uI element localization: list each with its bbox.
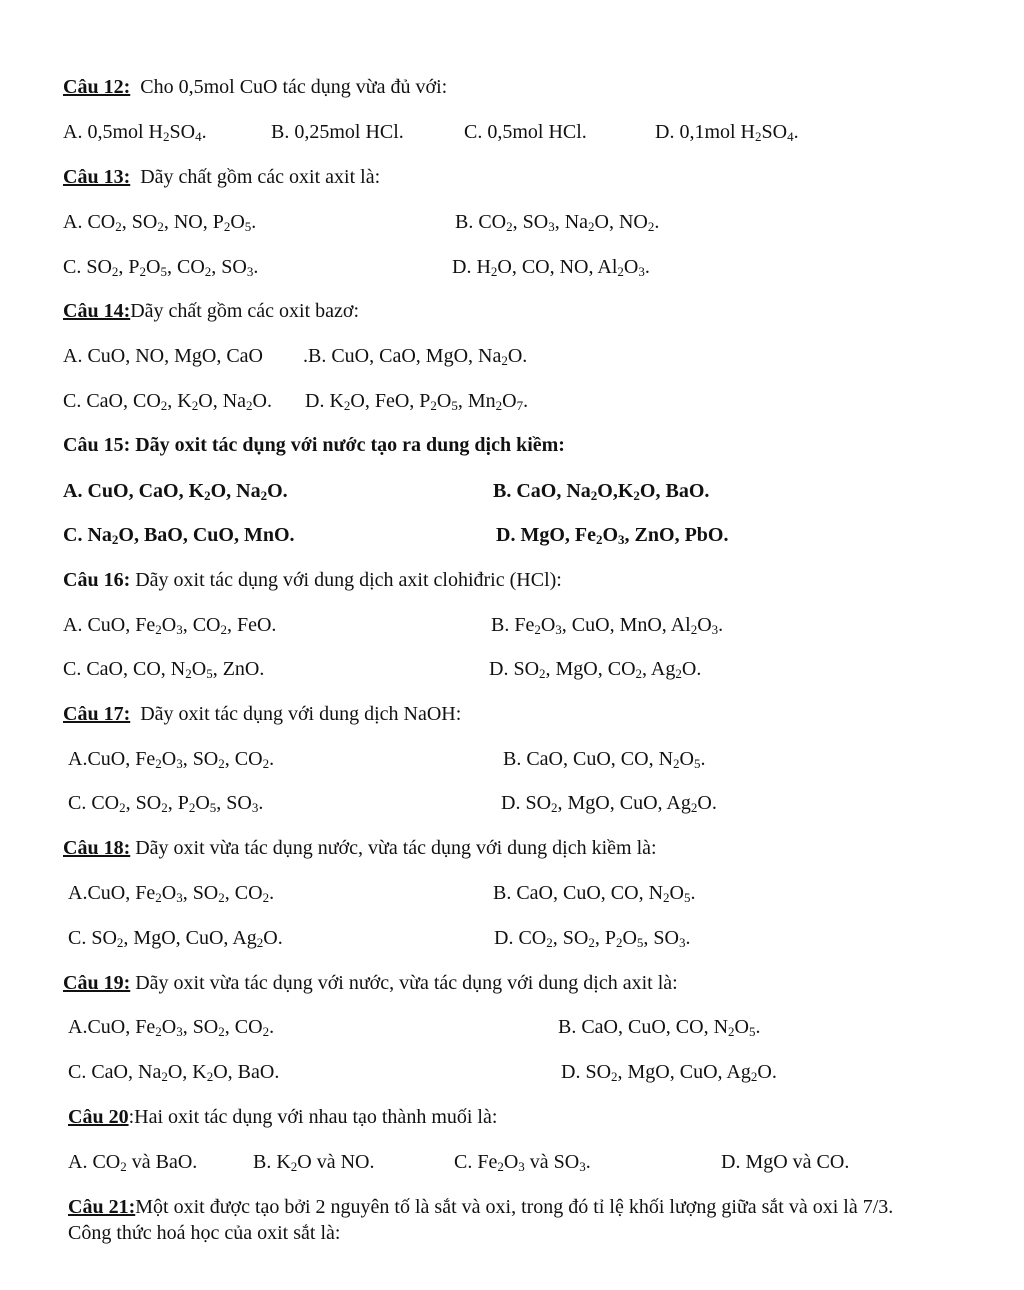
formula-text: C. SO [63,256,112,278]
option-c [63,255,258,279]
formula-text: . [523,390,529,412]
formula-text: , SO [512,211,549,233]
formula-text: A. CuO, CaO, K [63,480,205,502]
formula-text: , CO [224,748,263,770]
formula-text: O [161,882,177,904]
formula-text: , SO [125,792,162,814]
option-a: A. CuO, NO, MgO, CaO [63,345,263,367]
subscript: 2 [633,488,640,503]
subscript: 2 [161,800,168,815]
subscript: 3 [176,890,183,905]
option-d [496,523,728,547]
subscript: 2 [115,219,122,234]
subscript: 2 [155,756,162,771]
subscript: 2 [155,1024,162,1039]
question-text: Dãy oxit tác dụng với dung dịch axit clohiđric (HCl): [135,569,562,591]
subscript: 3 [638,264,645,279]
formula-text: O, K [167,1061,207,1083]
subscript: 2 [246,398,253,413]
subscript: 3 [579,1159,586,1174]
subscript: 2 [539,666,546,681]
formula-text: C. SO [68,927,117,949]
subscript: 2 [546,935,553,950]
subscript: 2 [116,935,124,950]
subscript: 2 [155,890,162,905]
option-b [303,344,527,368]
subscript: 2 [430,398,437,413]
subscript: 3 [555,622,562,637]
option-a [68,1015,274,1039]
formula-text: B. CaO, CuO, CO, N [493,882,664,904]
formula-text: , ZnO, PbO. [624,524,729,546]
subscript: 2 [111,532,119,547]
option-a [63,210,256,234]
subscript: 2 [262,1024,270,1039]
subscript: 2 [220,622,227,637]
subscript: 2 [675,666,682,681]
subscript: 5 [693,756,701,771]
option-b [491,613,723,637]
option-c [454,1150,591,1174]
subscript: 2 [163,129,170,144]
question-label: Câu 13: [63,166,131,188]
option-a [68,1150,197,1174]
formula-text: , SO [182,882,219,904]
subscript: 2 [615,935,623,950]
subscript: 2 [120,1159,127,1174]
option-d [501,791,717,815]
formula-text: . [755,1016,761,1038]
formula-text: . [644,256,650,278]
formula-text: , CO [224,882,263,904]
question-20 [68,1105,497,1129]
subscript: 2 [501,353,508,368]
formula-text: . [690,882,696,904]
option-d [655,120,799,144]
formula-text: O [436,390,452,412]
option-c [68,1060,279,1084]
option-a [68,747,274,771]
formula-text: O, Na [210,480,261,502]
question-label: Câu 17: [63,703,131,725]
subscript: 5 [748,1024,756,1039]
formula-text: O, NO [594,211,648,233]
formula-text: . [718,614,724,636]
formula-text: . [201,121,207,143]
subscript: 2 [595,532,603,547]
formula-text: , Ag [642,658,676,680]
question-label: Câu 12: [63,76,131,98]
subscript: 2 [188,800,196,815]
formula-text: D. CO [494,927,547,949]
subscript: 5 [683,890,691,905]
formula-text: C. CaO, CO [63,390,161,412]
formula-text: D. 0,1mol H [655,121,755,143]
formula-text: O. [267,480,288,502]
question-text: Dãy oxit vừa tác dụng nước, vừa tác dụng với dung dịch kiềm là: [135,837,657,859]
formula-text: A.CuO, Fe [68,1016,156,1038]
formula-text: , CO [182,614,221,636]
formula-text: , MgO, CuO, Ag [123,927,257,949]
option-b [493,479,709,503]
subscript: 2 [262,756,270,771]
subscript: 4 [787,129,794,144]
formula-text: , CO [166,256,205,278]
formula-text: O. [697,792,717,814]
option-c [63,523,295,547]
subscript: 3 [246,264,254,279]
subscript: 2 [218,890,225,905]
formula-text: O, BaO, CuO, MnO. [118,524,295,546]
question-text: Một oxit được tạo bởi 2 nguyên tố là sắt và oxi, trong đó tỉ lệ khối lượng giữa sắt và oxi là 7/3. [135,1196,894,1218]
question-21 [68,1195,893,1219]
option-b [253,1150,375,1174]
formula-text: O. [757,1061,777,1083]
option-a [68,881,274,905]
question-13 [63,165,380,189]
subscript: 2 [534,622,541,637]
subscript: 2 [673,756,680,771]
question-label: Câu 16: [63,569,131,591]
subscript: 3 [251,800,259,815]
formula-text: O [230,211,245,233]
question-text: Dãy oxit tác dụng với dung dịch NaOH: [140,703,462,725]
subscript: 2 [111,264,119,279]
option-c: C. 0,5mol HCl. [464,121,587,143]
formula-text: O [161,614,177,636]
subscript: 2 [690,622,698,637]
formula-text: , NO, P [163,211,224,233]
subscript: 3 [518,1159,525,1174]
question-label: Câu 19: [63,972,131,994]
question-text: Dãy oxit vừa tác dụng với nước, vừa tác dụng với dung dịch axit là: [135,972,678,994]
formula-text: A.CuO, Fe [68,748,156,770]
question-15 [63,433,565,457]
formula-text: O [146,256,161,278]
option-b [558,1015,760,1039]
formula-text: O, Na [198,390,247,412]
subscript: 2 [223,219,231,234]
formula-text: O [195,792,210,814]
formula-text: , MgO, CuO, Ag [557,792,691,814]
subscript: 2 [588,935,595,950]
formula-text: . [654,211,660,233]
formula-text: A. 0,5mol H [63,121,163,143]
option-c [68,926,283,950]
subscript: 2 [750,1069,758,1084]
formula-text: SO [169,121,196,143]
formula-text: . [269,882,275,904]
formula-text: , MgO, CO [545,658,636,680]
formula-text: O [191,658,207,680]
formula-text: O, BaO. [213,1061,280,1083]
subscript: 2 [635,666,643,681]
subscript: 2 [588,219,595,234]
formula-text: , CuO, MnO, Al [561,614,691,636]
subscript: 3 [548,219,555,234]
subscript: 2 [290,1159,298,1174]
formula-text: C. Na [63,524,112,546]
subscript: 2 [204,488,211,503]
formula-text: O. [507,345,528,367]
subscript: 2 [155,622,162,637]
option-d [305,389,528,413]
formula-text: , SO [552,927,589,949]
subscript: 2 [218,756,225,771]
formula-text: O [602,524,619,546]
formula-text: , SO [182,1016,219,1038]
subscript: 2 [191,398,199,413]
subscript: 5 [160,264,167,279]
subscript: 2 [157,219,164,234]
question-21-continued: Công thức hoá học của oxit sắt là: [68,1222,341,1244]
formula-text: D. SO [489,658,540,680]
formula-text: , Mn [457,390,496,412]
formula-text: . [251,211,257,233]
subscript: 2 [490,264,498,279]
subscript: 2 [204,264,212,279]
formula-text: và BaO. [126,1151,198,1173]
formula-text: O,K [597,480,634,502]
subscript: 3 [176,756,183,771]
subscript: 2 [256,935,264,950]
formula-text: . [585,1151,591,1173]
subscript: 2 [260,488,268,503]
question-text: Cho 0,5mol CuO tác dụng vừa đủ với: [140,76,448,98]
question-17 [63,702,461,726]
formula-text: , P [594,927,616,949]
subscript: 4 [195,129,202,144]
formula-text: B. K [253,1151,291,1173]
question-16 [63,568,562,592]
subscript: 2 [690,800,698,815]
formula-text: O [679,748,694,770]
formula-text: O [502,390,517,412]
question-text: Dãy chất gồm các oxit axit là: [140,166,381,188]
formula-text: O [669,882,684,904]
formula-text: . [685,927,691,949]
option-d [494,926,690,950]
formula-text: C. CO [68,792,120,814]
formula-text: B. Fe [491,614,535,636]
subscript: 5 [244,219,252,234]
formula-text: O [161,748,177,770]
formula-text: , MgO, CuO, Ag [617,1061,751,1083]
subscript: 2 [611,1069,618,1084]
formula-text: A. CO [63,211,116,233]
subscript: 7 [516,398,524,413]
formula-text: . [253,256,259,278]
formula-text: O [697,614,712,636]
option-a [63,479,288,503]
formula-text: . [269,1016,275,1038]
formula-text: , SO [643,927,679,949]
subscript: 3 [678,935,686,950]
formula-text: . [269,748,275,770]
question-label: Câu 20 [68,1106,129,1128]
subscript: 2 [218,1024,225,1039]
formula-text: A. CuO, Fe [63,614,156,636]
subscript: 5 [636,935,644,950]
formula-text: O [623,256,639,278]
formula-text: O. [263,927,283,949]
formula-text: , SO [121,211,158,233]
formula-text: A.CuO, Fe [68,882,156,904]
formula-text: .B. CuO, CaO, MgO, Na [303,345,502,367]
subscript: 2 [617,264,624,279]
subscript: 2 [160,398,168,413]
option-c [63,657,264,681]
question-text: Dãy oxit tác dụng với nước tạo ra dung dịch kiềm: [135,434,565,456]
formula-text: O, CO, NO, Al [497,256,618,278]
question-text: Dãy chất gồm các oxit bazơ: [130,300,360,322]
subscript: 3 [176,1024,183,1039]
subscript: 2 [139,264,147,279]
formula-text: , P [118,256,140,278]
subscript: 3 [711,622,719,637]
question-18 [63,836,657,860]
subscript: 2 [663,890,670,905]
subscript: 2 [647,219,655,234]
formula-text: B. CaO, CuO, CO, N [558,1016,729,1038]
formula-text: O. [681,658,702,680]
formula-text: và SO [524,1151,580,1173]
formula-text: . [258,792,264,814]
question-label: Câu 15: [63,434,131,456]
formula-text: , SO [216,792,252,814]
formula-text: D. MgO, Fe [496,524,596,546]
subscript: 2 [551,800,558,815]
formula-text: , SO [182,748,219,770]
subscript: 3 [618,532,625,547]
formula-text: B. CaO, CuO, CO, N [503,748,674,770]
formula-text: D. K [305,390,344,412]
option-b [455,210,659,234]
formula-text: C. Fe [454,1151,498,1173]
option-d [561,1060,777,1084]
subscript: 5 [451,398,458,413]
formula-text: O, BaO. [639,480,710,502]
option-d [489,657,701,681]
formula-text: . [793,121,799,143]
formula-text: , P [167,792,189,814]
question-label: Câu 21: [68,1196,136,1218]
formula-text: B. CO [455,211,507,233]
subscript: 2 [262,890,270,905]
formula-text: D. SO [561,1061,612,1083]
subscript: 2 [495,398,503,413]
option-d: D. MgO và CO. [721,1151,850,1173]
formula-text: , ZnO. [212,658,265,680]
formula-text: O [622,927,637,949]
subscript: 5 [209,800,217,815]
subscript: 2 [119,800,126,815]
formula-text: , CO [224,1016,263,1038]
formula-text: O và NO. [297,1151,375,1173]
formula-text: O. [252,390,272,412]
formula-text: A. CO [68,1151,121,1173]
question-19 [63,971,678,995]
formula-text: C. CaO, Na [68,1061,162,1083]
formula-text: O [161,1016,177,1038]
subscript: 2 [206,1069,214,1084]
option-b [493,881,695,905]
option-b [503,747,705,771]
formula-text: O [503,1151,519,1173]
option-a [63,613,276,637]
subscript: 2 [590,488,598,503]
option-a [63,120,207,144]
option-b: B. 0,25mol HCl. [271,121,404,143]
subscript: 2 [755,129,762,144]
formula-text: . [700,748,706,770]
subscript: 3 [176,622,183,637]
formula-text: , FeO. [226,614,277,636]
subscript: 2 [506,219,513,234]
question-label: Câu 14: [63,300,131,322]
option-c [63,389,272,413]
formula-text: O, FeO, P [350,390,431,412]
option-d [452,255,650,279]
subscript: 5 [206,666,213,681]
formula-text: C. CaO, CO, N [63,658,186,680]
formula-text: , SO [211,256,247,278]
formula-text: O [540,614,556,636]
question-text: :Hai oxit tác dụng với nhau tạo thành muối là: [128,1106,498,1128]
formula-text: B. CaO, Na [493,480,591,502]
formula-text: , Na [554,211,589,233]
formula-text: D. SO [501,792,552,814]
question-14 [63,299,359,323]
subscript: 2 [161,1069,168,1084]
question-label: Câu 18: [63,837,131,859]
subscript: 2 [497,1159,504,1174]
question-12 [63,75,447,99]
option-c [68,791,263,815]
subscript: 2 [343,398,351,413]
formula-text: D. H [452,256,491,278]
subscript: 2 [728,1024,735,1039]
formula-text: SO [761,121,788,143]
formula-text: O [734,1016,749,1038]
subscript: 2 [185,666,192,681]
formula-text: , K [167,390,192,412]
